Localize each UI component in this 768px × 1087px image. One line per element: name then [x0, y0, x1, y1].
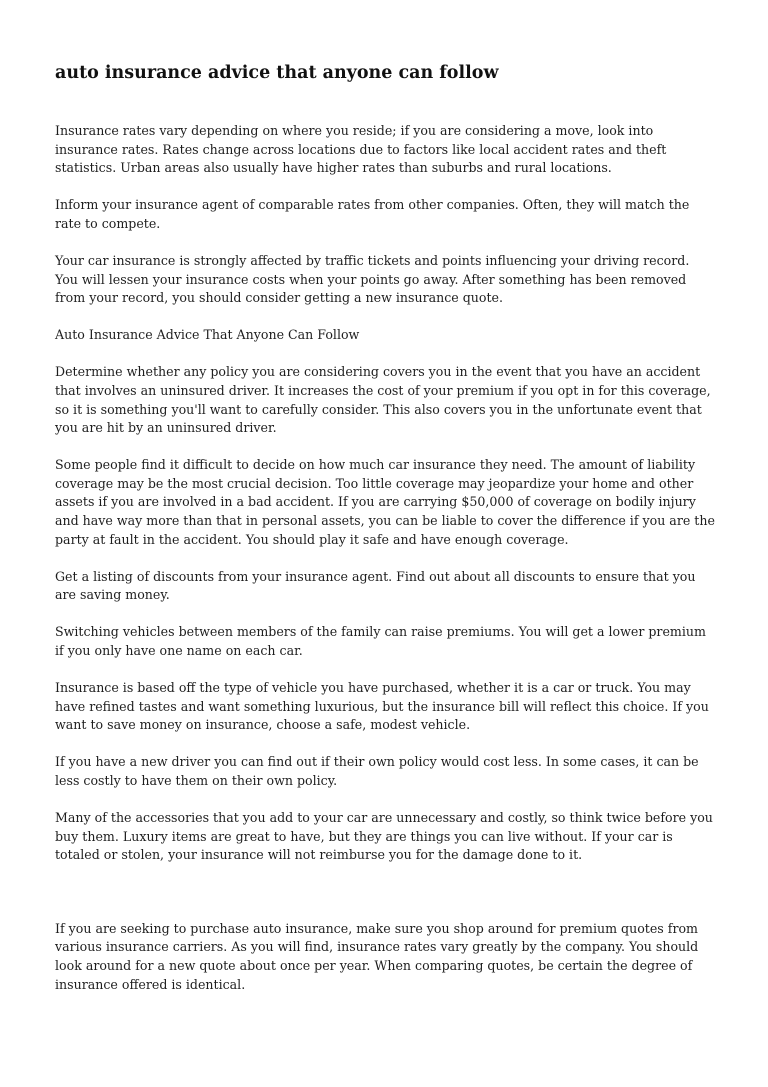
paragraph: Your car insurance is strongly affected by traffic tickets and points influencing your driving record. You will lessen your insurance costs when your points go away. After something has been removed from your record, you should consider getting a new insurance quote. — [55, 252, 690, 306]
paragraph: Switching vehicles between members of the family can raise premiums. You will get a lower premium if you only have one name on each car. — [55, 624, 706, 658]
paragraph: Insurance rates vary depending on where you reside; if you are considering a move, look into insurance rates. Rates change across locations due to factors like local accident rates and theft statistics. Urban areas also usually have higher rates than suburbs and rural locations. — [55, 123, 667, 176]
paragraph: Get a listing of discounts from your insurance agent. Find out about all discounts to ensure that you are saving money. — [55, 568, 696, 603]
paragraph: Inform your insurance agent of comparable rates from other companies. Often, they will match the rate to compete. — [55, 197, 690, 231]
paragraph: Some people find it difficult to decide on how much car insurance they need. The amount of liability coverage may be the most crucial decision. Too little coverage may jeopardize your home and other assets if you are involved in a bad accident. If you are carrying $50,000 of coverage on bodily injury and have way more than that in personal assets, you can be liable to cover the difference if you are the party at fault in the accident. You should play it safe and have enough coverage. — [55, 457, 715, 547]
paragraph: Insurance is based off the type of vehicle you have purchased, whether it is a car or truck. You may have refined tastes and want something luxurious, but the insurance bill will reflect this choice. If you want to save money on insurance, choose a safe, modest vehicle. — [55, 680, 709, 733]
document-body — [55, 122, 715, 1013]
document-title: auto insurance advice that anyone can follow — [55, 63, 499, 83]
paragraph: Determine whether any policy you are considering covers you in the event that you have an accident that involves an uninsured driver. It increases the cost of your premium if you opt in for this coverage, so it is something you'll want to carefully consider. This also covers you in the unfortunate event that you are hit by an uninsured driver. — [55, 364, 711, 436]
paragraph: Many of the accessories that you add to your car are unnecessary and costly, so think twice before you buy them. Luxury items are great to have, but they are things you can live without. If your car is totaled or stolen, your insurance will not reimburse you for the damage done to it. — [55, 810, 713, 863]
section-heading: Auto Insurance Advice That Anyone Can Follow — [55, 327, 360, 343]
paragraph: If you are seeking to purchase auto insurance, make sure you shop around for premium quotes from various insurance carriers. As you will find, insurance rates vary greatly by the company. You should look around for a new quote about once per year. When comparing quotes, be certain the degree of insurance offered is identical. — [55, 920, 699, 992]
paragraph: If you have a new driver you can find out if their own policy would cost less. In some cases, it can be less costly to have them on their own policy. — [55, 754, 699, 788]
